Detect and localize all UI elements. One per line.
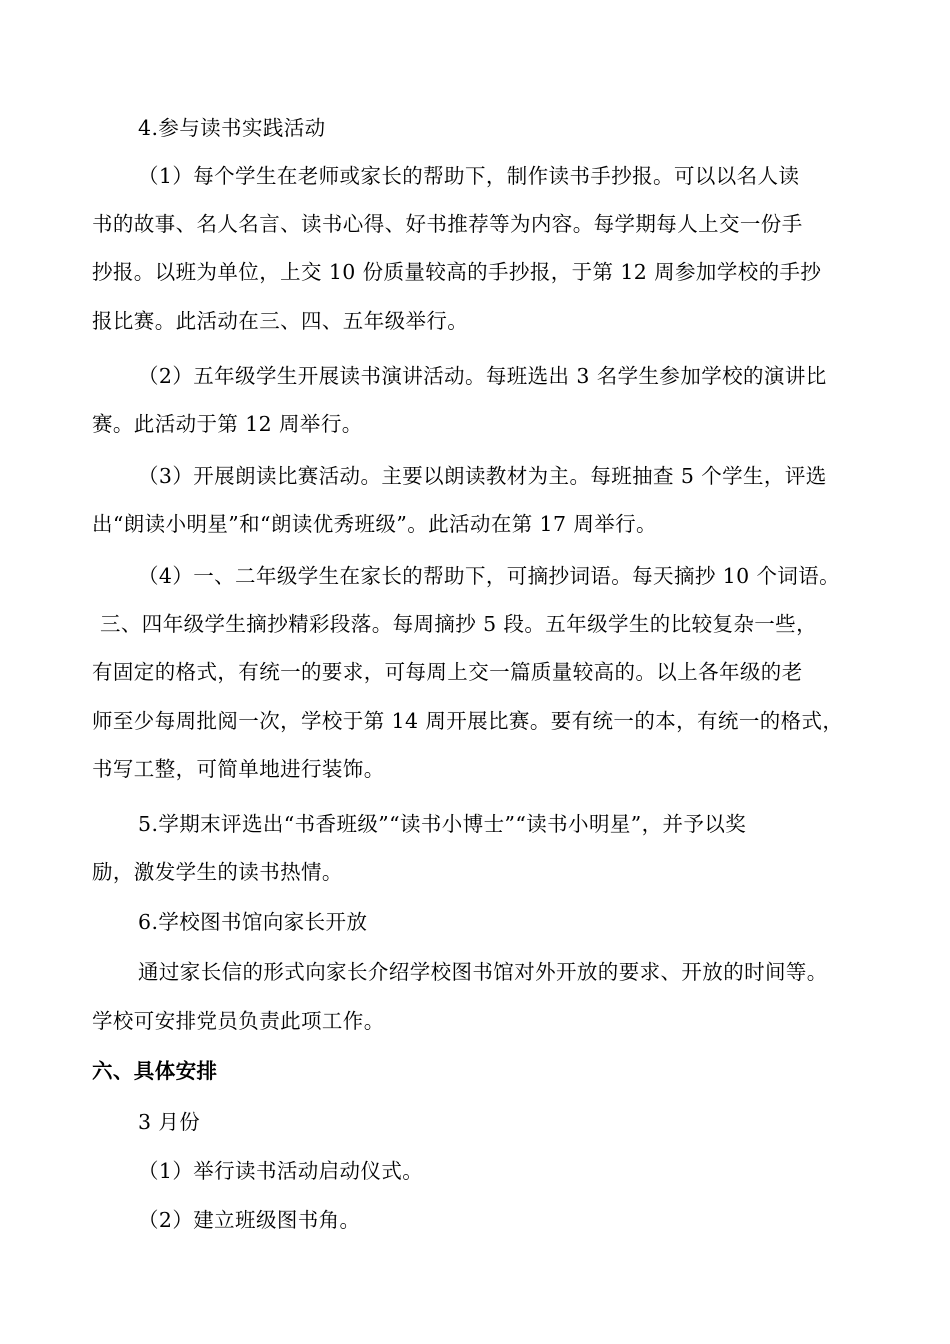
item-6-heading: 6.学校图书馆向家长开放 xyxy=(138,910,368,934)
section-6-heading: 六、具体安排 xyxy=(92,1059,218,1083)
item-5-line-2: 励，激发学生的读书热情。 xyxy=(92,860,343,884)
item-4-paragraph-1-line-1: （1）每个学生在老师或家长的帮助下，制作读书手抄报。可以以名人读 xyxy=(138,164,800,188)
item-4-paragraph-2-line-1: （2）五年级学生开展读书演讲活动。每班选出 3 名学生参加学校的演讲比 xyxy=(138,364,827,388)
item-4-paragraph-4-line-3: 有固定的格式，有统一的要求，可每周上交一篇质量较高的。以上各年级的老 xyxy=(92,660,803,684)
march-item-2: （2）建立班级图书角。 xyxy=(138,1208,361,1232)
item-4-paragraph-1-line-4: 报比赛。此活动在三、四、五年级举行。 xyxy=(92,309,469,333)
item-4-paragraph-4-line-5: 书写工整，可简单地进行装饰。 xyxy=(92,757,385,781)
item-4-paragraph-3-line-1: （3）开展朗读比赛活动。主要以朗读教材为主。每班抽查 5 个学生，评选 xyxy=(138,464,827,488)
item-4-paragraph-2-line-2: 赛。此活动于第 12 周举行。 xyxy=(92,412,363,436)
item-4-paragraph-4-line-4: 师至少每周批阅一次，学校于第 14 周开展比赛。要有统一的本，有统一的格式， xyxy=(92,709,844,733)
item-6-line-2: 学校可安排党员负责此项工作。 xyxy=(92,1009,385,1033)
item-5-line-1: 5.学期末评选出“书香班级”“读书小博士”“读书小明星”，并予以奖 xyxy=(138,812,747,836)
item-6-line-1: 通过家长信的形式向家长介绍学校图书馆对外开放的要求、开放的时间等。 xyxy=(138,960,828,984)
item-4-heading: 4.参与读书实践活动 xyxy=(138,116,326,140)
item-4-paragraph-4-line-2: 三、四年级学生摘抄精彩段落。每周摘抄 5 段。五年级学生的比较复杂一些， xyxy=(100,612,817,636)
item-4-paragraph-3-line-2: 出“朗读小明星”和“朗读优秀班级”。此活动在第 17 周举行。 xyxy=(92,512,657,536)
march-label: 3 月份 xyxy=(138,1110,201,1134)
march-item-1: （1）举行读书活动启动仪式。 xyxy=(138,1159,424,1183)
item-4-paragraph-1-line-3: 抄报。以班为单位，上交 10 份质量较高的手抄报，于第 12 周参加学校的手抄 xyxy=(92,260,822,284)
item-4-paragraph-1-line-2: 书的故事、名人名言、读书心得、好书推荐等为内容。每学期每人上交一份手 xyxy=(92,212,803,236)
item-4-paragraph-4-line-1: （4）一、二年级学生在家长的帮助下，可摘抄词语。每天摘抄 10 个词语。 xyxy=(138,564,841,588)
